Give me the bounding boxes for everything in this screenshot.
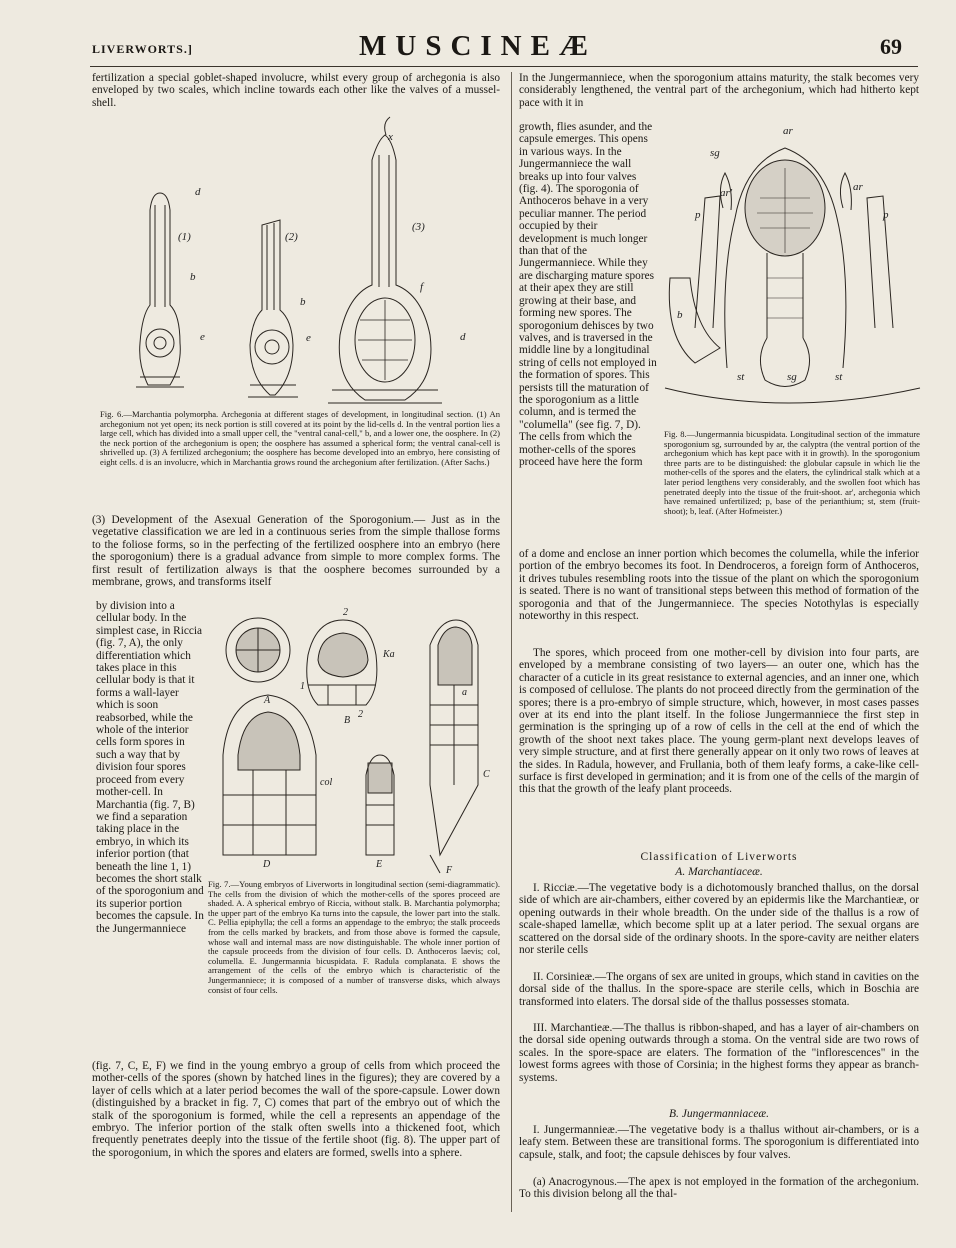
fig7-label-A: A [264, 695, 271, 706]
fig8-label-ar: ar [783, 125, 793, 137]
fig6-label-d3: d [460, 331, 466, 343]
development-paragraph: (3) Development of the Asexual Generation of the Sporogonium.— Just as in the vegetative classification we are led in a continuous series from the simple thallose forms to the foliose forms, so in the perfecting of the fertilized oosphere into an embryo (here the sporogonium) there is a gradual advance from simple to more complex forms. The first result of fertilization always is that the oosphere becomes surrounded by a membrane, grows, and transforms itself [92, 514, 500, 589]
right-narrow-text: growth, flies asunder, and the capsule emerges. This opens in various ways. In the Jungermanniece the wall breaks up into four valves (fig. 4). The sporogonia of Anthoceros behave in a very peculiar manner. The period occupied by their development is much longer than that of the Jungermanniece. While they are discharging mature spores at their apex they are still growing at their base, and forming new spores. The sporogonium dehisces by two valves, and is traversed in the middle line by a longitudinal string of cells not employed in the formation of spores. This persists till the maturation of the sporogonium as a little column, and is termed the "columella" (see fig. 7, D). The cells from which the mother-cells of the spores proceed have here the form [519, 121, 657, 468]
fig8-label-p-right: p [883, 209, 889, 221]
left-intro-paragraph: fertilization a special goblet-shaped involucre, whilst every group of archegonia is also enveloped by two scales, which incline towards each other like the valves of a mussel-shell. [92, 72, 500, 109]
fig8-label-ar-prime: ar' [720, 187, 733, 199]
right-intro-paragraph: In the Jungermanniece, when the sporogonium attains maturity, the stalk becomes very considerably lengthened, the ventral part of the archegonium, which had hitherto kept pace with it in [519, 72, 919, 109]
subheading-b: B. Jungermanniaceæ. [669, 1108, 769, 1120]
dome-paragraph: of a dome and enclose an inner portion which becomes the columella, while the inferior portion of the embryo becomes its foot. In Dendroceros, a foreign form of Anthoceros, it drives tubules resembling roots into the tissue of the plant on which the sporogonium is seated. There is no want of transitional steps between this method of formation of the sporogonia and that of the Jungermanniece. The species Notothylas is especially noteworthy in this respect. [519, 548, 919, 623]
fig8-label-p-left: p [695, 209, 701, 221]
fig8-label-sg: sg [710, 147, 720, 159]
fig7-label-D: D [263, 859, 271, 870]
running-head-section: LIVERWORTS.] [92, 42, 193, 56]
figure-8-caption: Fig. 8.—Jungermannia bicuspidata. Longitudinal section of the immature sporogonium sg, surrounded by ar, the calyptra (the ventral portion of the archegonium which has kept pace with it in growth). In the sporogonium three parts are to be distinguished: the globular capsule in which lie the mother-cells of the spores and the elaters, the cylindrical stalk which at a later period lengthens very considerably, and the swollen foot which has penetrated deeply into the tissue of the fruit-shoot. ar', archegonia which have remained unfertilized; p, base of the perianthium; st, stem (fruit-shoot); b, leaf. (After Hofmeister.) [664, 429, 920, 516]
class-item-anacrogynous: (a) Anacrogynous.—The apex is not employed in the formation of the archegonium. To this division belong all the thal- [519, 1176, 919, 1201]
figure-6-archegonia [100, 115, 500, 410]
class-item-ricciae: I. Ricciæ.—The vegetative body is a dichotomously branched thallus, on the dorsal side of which are air-chambers, either covered by an epidermis like the Marchantieæ, or opening outwards in their whole breadth. On the under side of the thallus is a row of scale-shaped lamellæ, which become split up at a later period. The sexual organs are scattered on the dorsal side of the ordinary shoots. In the spore-cavity are neither elaters nor sterile cells [519, 882, 919, 957]
fig7-label-1: 1 [300, 681, 305, 692]
fig8-label-b: b [677, 309, 683, 321]
fig8-label-ar2: ar [853, 181, 863, 193]
column-divider [511, 72, 512, 1212]
fig7-label-a: a [462, 687, 467, 698]
fig6-label-f: f [420, 281, 424, 293]
fig7-label-Ka: Ka [383, 649, 395, 660]
fig7-label-B2: 2 [358, 709, 363, 720]
fig6-label-x: x [388, 131, 393, 143]
fig7-label-F: F [446, 865, 453, 876]
fig6-label-e: e [200, 331, 205, 343]
class-item-marchantieae: III. Marchantieæ.—The thallus is ribbon-shaped, and has a layer of air-chambers on the dorsal side opening outwards through a stoma. On the ventral side are two rows of scales. In the spore-space are elaters. The formation of the "inflorescences" in the lowest forms agrees with those of Corsinia; in the highest forms they appear as branch-systems. [519, 1022, 919, 1084]
classification-heading: Classification of Liverworts [640, 851, 798, 863]
running-head-title: MUSCINEÆ [359, 30, 597, 62]
fig7-label-col: col [320, 777, 333, 788]
subheading-a: A. Marchantiaceæ. [675, 866, 763, 878]
header-rule [90, 66, 918, 67]
fig8-label-st2: st [835, 371, 843, 383]
fig6-label-n2: (2) [285, 231, 298, 243]
figure-6-caption: Fig. 6.—Marchantia polymorpha. Archegonia at different stages of development, in longitudinal section. (1) An archegonium not yet open; its neck portion is still covered at its point by the lid-cells d. In the ventral portion lies a large cell, which has divided into a small upper cell, the "ventral canal-cell," b, and a lower one, the oosphere. In (2) the neck portion of the archegonium is open; the oosphere has assumed a spherical form; the ventral canal-cell is shrivelled up. (3) A fertilized archegonium; the oosphere has become developed into an embryo, here consisting of eight cells. d is an involucre, which in Marchantia grows round the archegonium after fertilization. (After Sachs.) [100, 409, 500, 467]
spores-paragraph: The spores, which proceed from one mother-cell by division into four parts, are enveloped by a membrane consisting of two layers— an outer one, which has the character of a cuticle in its great resistance to external agencies, and an inner one, which is composed of cellulose. The plants do not proceed directly from the germination of the spores; there is a pro-embryo of simple structure, which, however, in most cases passes over at its end into the plant itself. In the foliose Jungermanniece the first step in germination is the springing up of a row of cells in the cell at the end of which the growth of the shoot next takes place. The young germ-plant next develops leaves of very simple structure, and at first there generally appear on it only two rows of leaves at the sides. In Radula, however, and Frullania, both of them leafy forms, a cake-like cell-surface is first developed in germination; and it is from one of the cells of the margin of this that the growth of the leafy plant proceeds. [519, 647, 919, 796]
class-item-jungermannieae: I. Jungermannieæ.—The vegetative body is a thallus without air-chambers, or is a leafy stem. Between these are transitional forms. The sporogonium is differentiated into capsule, stalk, and foot; the capsule dehisces by four valves. [519, 1124, 919, 1161]
fig7-label-2: 2 [343, 607, 348, 618]
fig6-label-n3: (3) [412, 221, 425, 233]
fig6-label-n1: (1) [178, 231, 191, 243]
left-final-paragraph: (fig. 7, C, E, F) we find in the young embryo a group of cells from which proceed the mother-cells of the spores (shown by hatched lines in the figures); they are covered by a layer of cells which at a later period becomes the wall of the spore-capsule. Lower down (distinguished by a bracket in fig. 7, C) comes that part of the embryo out of which the stalk of the sporogonium is formed, while the cell a represents an appendage of the embryo. The inferior portion of the stalk often swells into a thickened foot, which frequently penetrates deeply into the tissue of the fertile shoot (fig. 8). The upper part of the sporogonium, in which the spores and elaters are formed, swells into a sphere. [92, 1060, 500, 1159]
class-item-corsinieae: II. Corsinieæ.—The organs of sex are united in groups, which stand in cavities on the dorsal side of the thallus. In the spore-space are sterile cells, which in Boschia are transformed into elaters. The dorsal side of the thallus possesses stomata. [519, 971, 920, 1008]
page-number: 69 [880, 34, 902, 59]
fig7-label-B: B [344, 715, 351, 726]
fig6-label-e2: e [306, 332, 311, 344]
fig6-label-d: d [195, 186, 201, 198]
figure-7-embryos [208, 605, 498, 876]
fig6-label-b2: b [300, 296, 306, 308]
figure-7-caption: Fig. 7.—Young embryos of Liverworts in longitudinal section (semi-diagrammatic). The cells from the division of which the mother-cells of the spores proceed are shaded. A. A spherical embryo of Riccia, without stalk. B. Marchantia polymorpha; the upper part of the embryo Ka turns into the capsule, the lower part into the stalk. C. Pellia epiphylla; the cell a forms an appendage to the embryo; the stalk proceeds from the cells marked by brackets, and from those above is formed the capsule, whose wall and internal mass are now distinguishable. The whole inner portion of the capsule proceeds from the division of four cells. D. Anthoceros laevis; col, columella. E. Jungermannia bicuspidata. F. Radula complanata. E shows the arrangement of the cells of the embryo which is characteristic of the Jungermanniece; it is composed of a number of transverse disks, which always consist of four cells. [208, 879, 500, 995]
fig8-label-st: st [737, 371, 745, 383]
left-narrow-text: by division into a cellular body. In the simplest case, in Riccia (fig. 7, A), the only differentiation which takes place in this cellular body is that it forms a wall-layer which is soon reabsorbed, while the whole of the interior cells form spores in such a way that by division four spores proceed from every mother-cell. In Marchantia (fig. 7, B) we find a separation taking place in the embryo, in which its inferior portion (that beneath the line 1, 1) becomes the short stalk of the sporogonium and its superior portion becomes the capsule. In the Jungermanniece [96, 600, 204, 935]
fig8-label-sg2: sg [787, 371, 797, 383]
fig7-label-E: E [376, 859, 383, 870]
fig7-label-C: C [483, 769, 490, 780]
figure-8-sporogonium [665, 118, 920, 418]
fig6-label-b: b [190, 271, 196, 283]
